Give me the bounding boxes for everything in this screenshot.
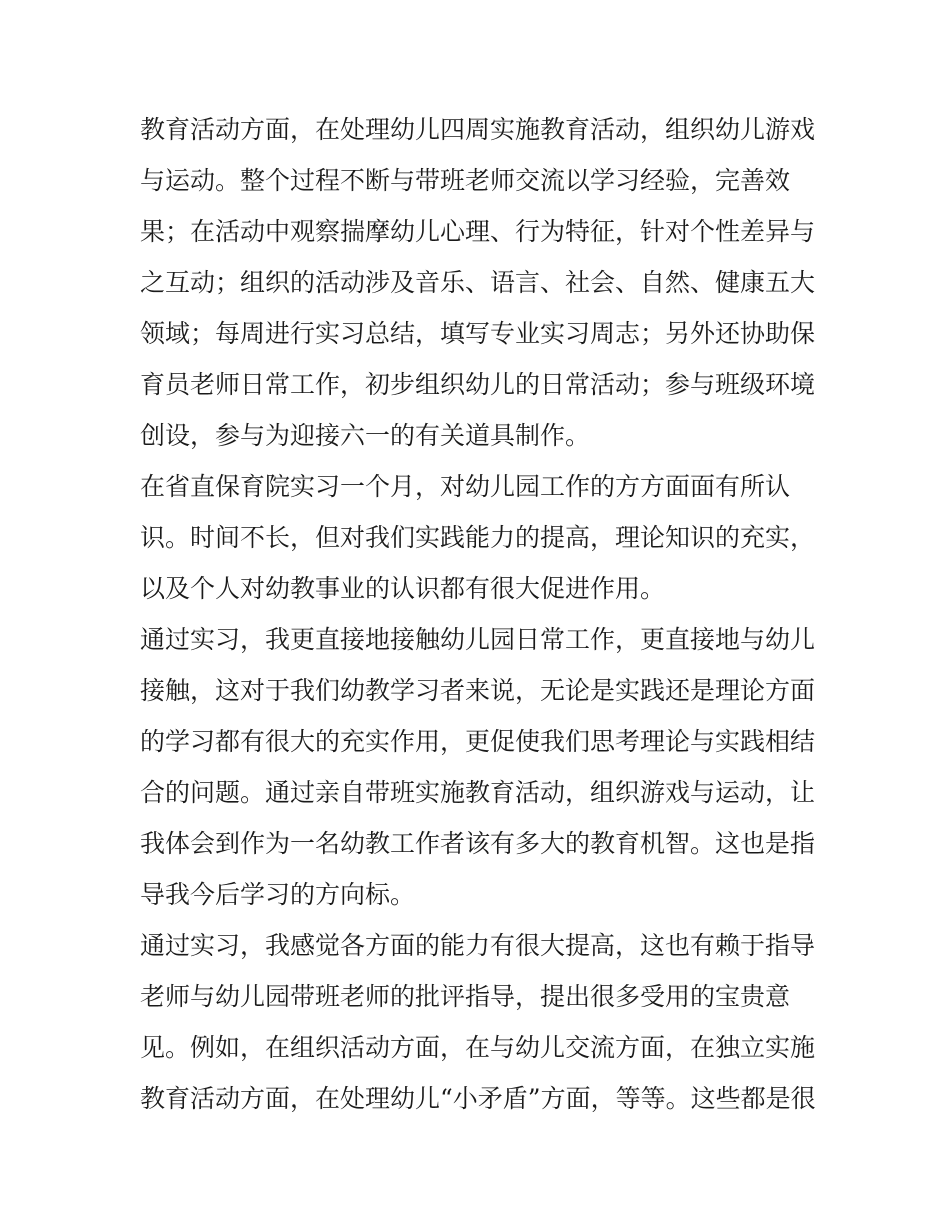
paragraph-1 — [140, 104, 820, 461]
text-line: 见。例如，在组织活动方面，在与幼儿交流方面，在独立实施 — [140, 1033, 816, 1062]
text-line: 识。时间不长，但对我们实践能力的提高，理论知识的充实， — [140, 523, 816, 552]
text-line: 领域；每周进行实习总结，填写专业实习周志；另外还协助保 — [140, 319, 816, 348]
text-line: 在省直保育院实习一个月，对幼儿园工作的方方面面有所认 — [140, 472, 791, 501]
text-line: 以及个人对幼教事业的认识都有很大促进作用。 — [140, 574, 666, 603]
text-line: 接触，这对于我们幼教学习者来说，无论是实践还是理论方面 — [140, 676, 816, 705]
text-line: 的学习都有很大的充实作用，更促使我们思考理论与实践相结 — [140, 727, 816, 756]
text-line: 创设，参与为迎接六一的有关道具制作。 — [140, 421, 591, 450]
paragraph-4 — [140, 920, 820, 1124]
text-line: 教育活动方面，在处理幼儿“小矛盾”方面，等等。这些都是很 — [140, 1084, 816, 1113]
paragraph-2 — [140, 461, 820, 614]
paragraph-3 — [140, 614, 820, 920]
text-line: 我体会到作为一名幼教工作者该有多大的教育机智。这也是指 — [140, 829, 816, 858]
text-line: 与运动。整个过程不断与带班老师交流以学习经验，完善效 — [140, 166, 791, 195]
text-line: 育员老师日常工作，初步组织幼儿的日常活动；参与班级环境 — [140, 370, 816, 399]
text-line: 果；在活动中观察揣摩幼儿心理、行为特征，针对个性差异与 — [140, 217, 816, 246]
text-line: 导我今后学习的方向标。 — [140, 880, 416, 909]
text-line: 之互动；组织的活动涉及音乐、语言、社会、自然、健康五大 — [140, 268, 816, 297]
text-line: 老师与幼儿园带班老师的批评指导，提出很多受用的宝贵意 — [140, 982, 791, 1011]
document-body — [140, 104, 820, 1124]
text-line: 通过实习，我感觉各方面的能力有很大提高，这也有赖于指导 — [140, 931, 816, 960]
text-line: 通过实习，我更直接地接触幼儿园日常工作，更直接地与幼儿 — [140, 625, 816, 654]
text-line: 合的问题。通过亲自带班实施教育活动，组织游戏与运动，让 — [140, 778, 816, 807]
text-line: 教育活动方面，在处理幼儿四周实施教育活动，组织幼儿游戏 — [140, 115, 816, 144]
